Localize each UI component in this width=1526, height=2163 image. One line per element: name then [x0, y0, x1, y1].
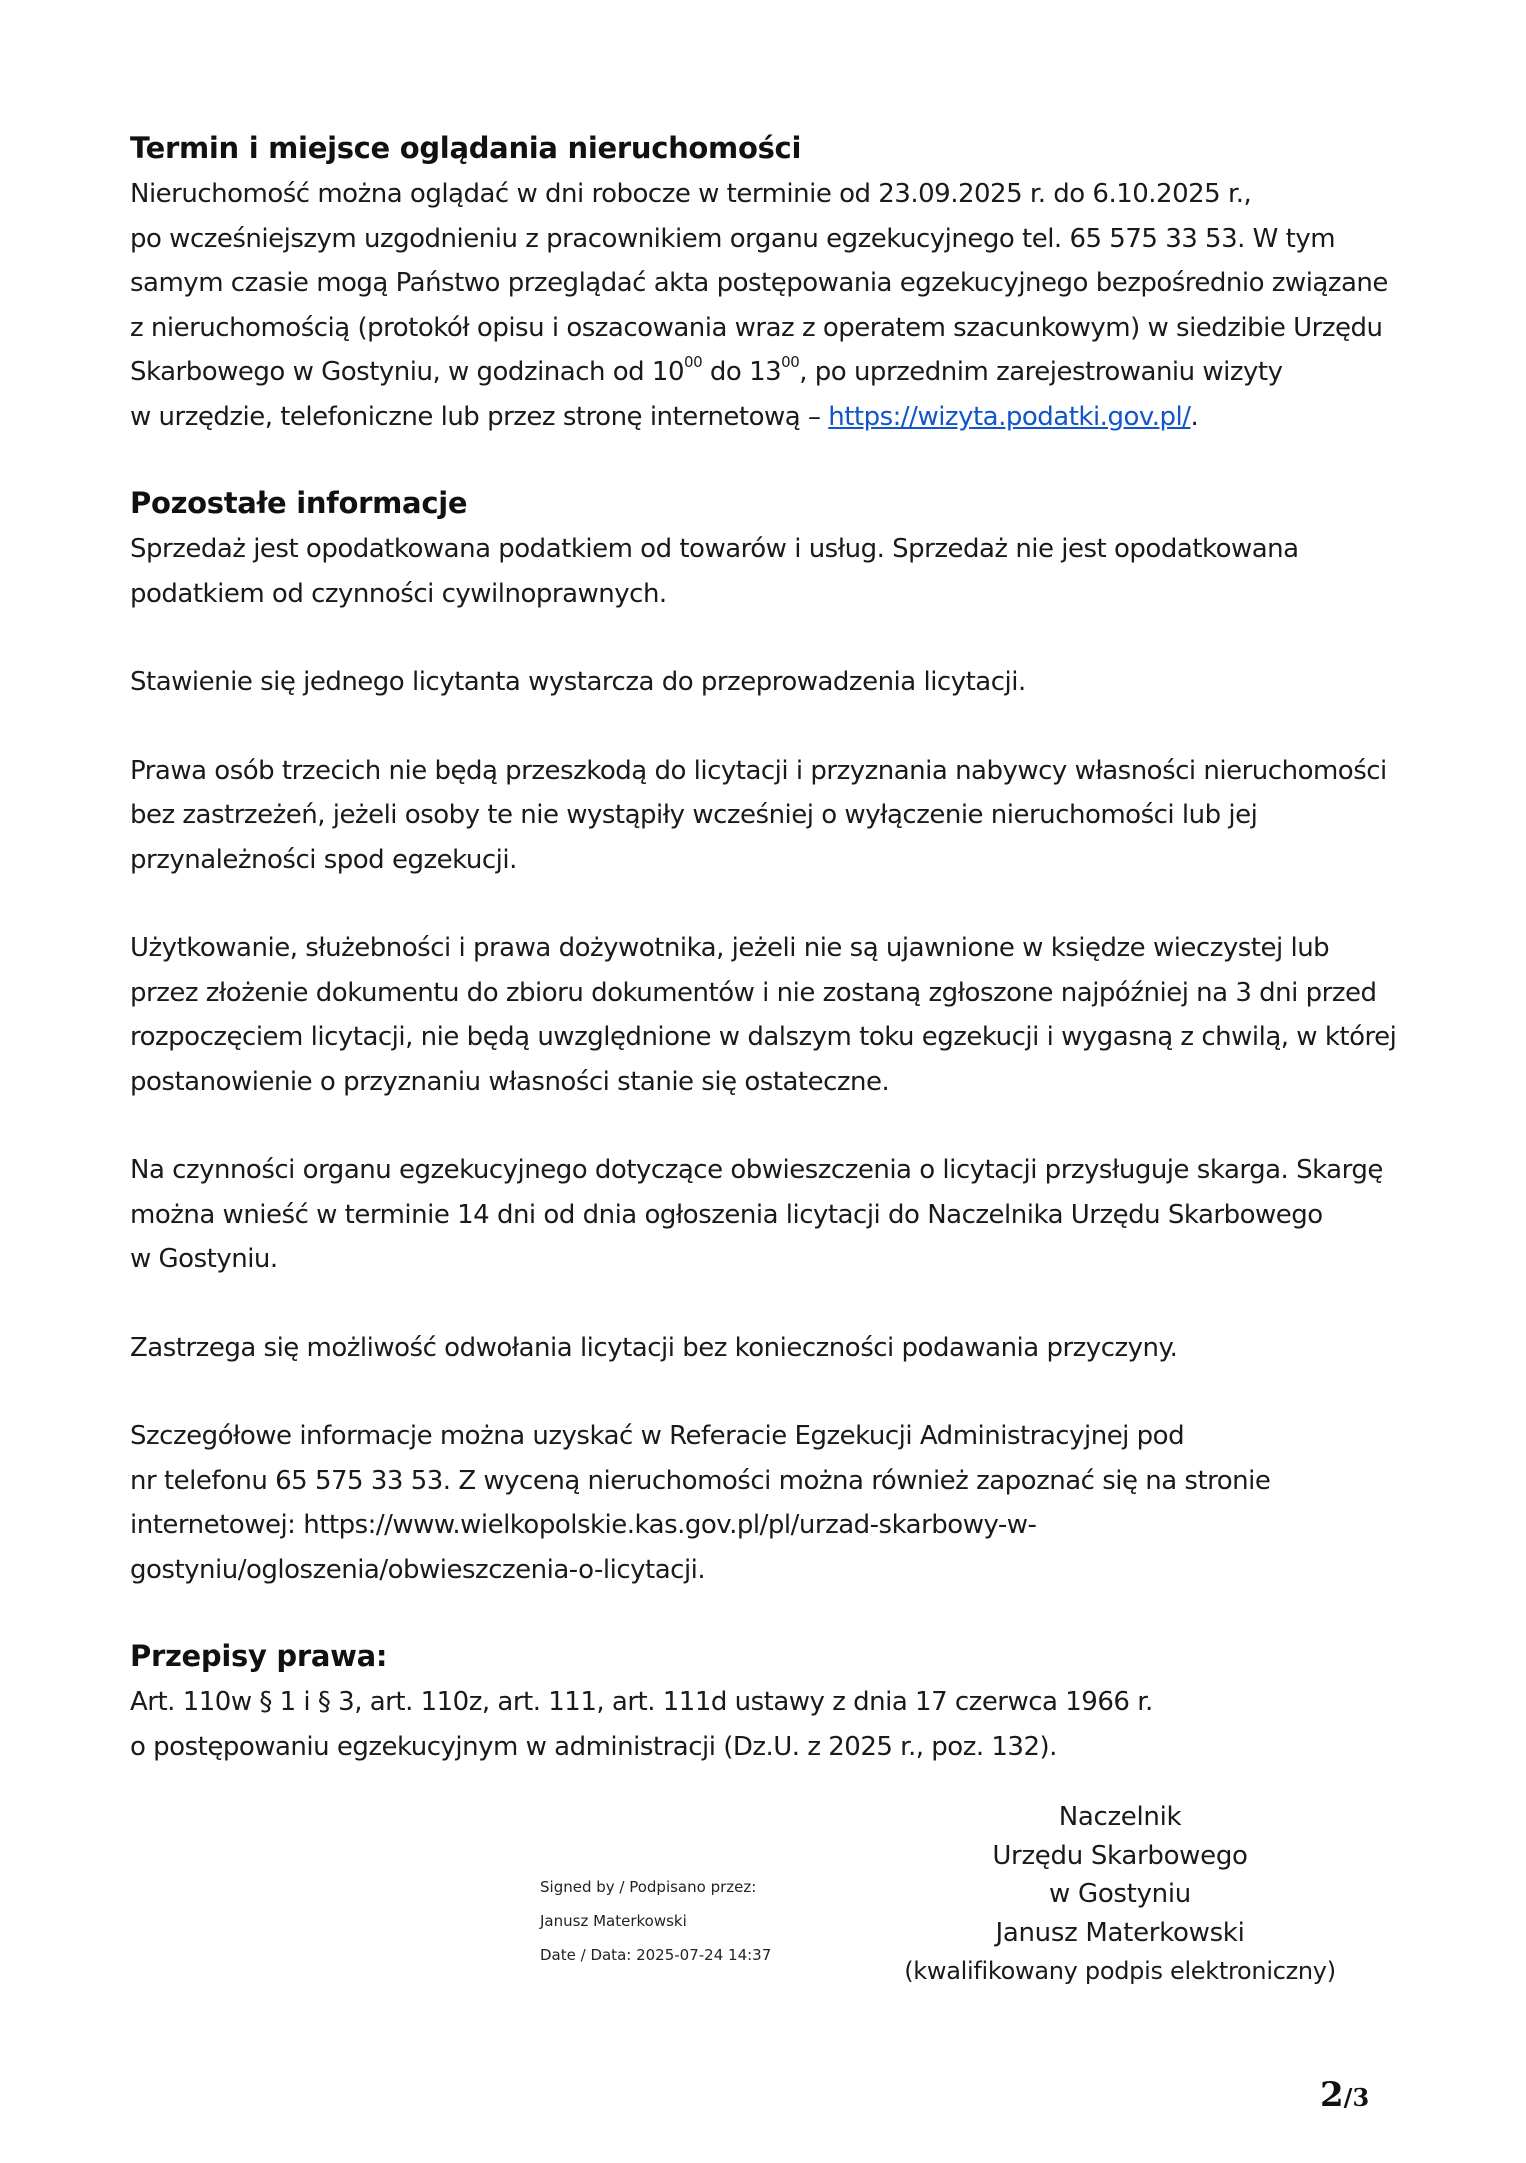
signature-date: Date / Data: 2025-07-24 14:37: [540, 1946, 772, 1964]
hours-text: , po uprzednim zarejestrowaniu wizyty: [799, 357, 1283, 387]
paragraph-line: internetowej: https://www.wielkopolskie.kas.gov.pl/pl/urzad-skarbowy-w-: [130, 1510, 1037, 1540]
document-content: [130, 128, 1410, 1769]
easement-paragraph: [130, 926, 1410, 1104]
legal-basis-section: [130, 1636, 1410, 1769]
signer-block: [895, 1798, 1345, 1991]
paragraph-line: przynależności spod egzekucji.: [130, 844, 517, 875]
hours-sup: 00: [684, 353, 703, 372]
hours-text: do 13: [702, 357, 782, 387]
signer-location: w Gostyniu: [1049, 1879, 1191, 1909]
paragraph-line: można wnieść w terminie 14 dni od dnia ogłoszenia licytacji do Naczelnika Urzędu Skarbowego: [130, 1199, 1323, 1230]
paragraph-line: bez zastrzeżeń, jeżeli osoby te nie wystąpiły wcześniej o wyłączenie nieruchomości lub jej: [130, 800, 1258, 830]
page-current: 2: [1320, 2075, 1344, 2115]
legal-basis-heading: Przepisy prawa:: [130, 1639, 388, 1673]
paragraph-line: w Gostyniu.: [130, 1244, 278, 1274]
signer-name: Janusz Materkowski: [995, 1917, 1245, 1948]
legal-basis-line: Art. 110w § 1 i § 3, art. 110z, art. 111, art. 111d ustawy z dnia 17 czerwca 1966 r.: [130, 1687, 1153, 1717]
page-total: /3: [1343, 2083, 1370, 2112]
viewing-section: [130, 128, 1410, 439]
paragraph-line: Szczegółowe informacje można uzyskać w Referacie Egzekucji Administracyjnej pod: [130, 1421, 1185, 1451]
paragraph-line: Stawienie się jednego licytanta wystarcza do przeprowadzenia licytacji.: [130, 667, 1026, 697]
viewing-line-hours: [130, 350, 1410, 395]
viewing-line: samym czasie mogą Państwo przeglądać akta postępowania egzekucyjnego bezpośrednio związane: [130, 268, 1388, 298]
paragraph-line: nr telefonu 65 575 33 53. Z wyceną nieruchomości można również zapoznać się na stronie: [130, 1465, 1271, 1496]
legal-basis-line: o postępowaniu egzekucyjnym w administracji (Dz.U. z 2025 r., poz. 132).: [130, 1731, 1057, 1762]
paragraph-line: postanowienie o przyznaniu własności stanie się ostateczne.: [130, 1066, 890, 1097]
other-info-heading: Pozostałe informacje: [130, 486, 468, 520]
paragraph-line: gostyniu/ogloszenia/obwieszczenia-o-licytacji.: [130, 1554, 706, 1585]
signer-title: Naczelnik: [1058, 1802, 1182, 1832]
paragraph-line: Sprzedaż jest opodatkowana podatkiem od towarów i usług. Sprzedaż nie jest opodatkowana: [130, 534, 1299, 564]
paragraph-line: przez złożenie dokumentu do zbioru dokumentów i nie zostaną zgłoszone najpóźniej na 3 dni przed: [130, 977, 1377, 1008]
third-party-paragraph: [130, 749, 1410, 883]
other-info-section: [130, 483, 1410, 1592]
paragraph-line: Zastrzega się możliwość odwołania licytacji bez konieczności podawania przyczyny.: [130, 1332, 1178, 1363]
paragraph-line: rozpoczęciem licytacji, nie będą uwzględnione w dalszym toku egzekucji i wygasną z chwilą, w której: [130, 1022, 1397, 1052]
signer-note: (kwalifikowany podpis elektroniczny): [904, 1957, 1336, 1985]
signed-by-label: Signed by / Podpisano przez:: [540, 1878, 757, 1896]
viewing-line: po wcześniejszym uzgodnieniu z pracownikiem organu egzekucyjnego tel. 65 575 33 53. W tym: [130, 223, 1336, 254]
hours-sup: 00: [781, 353, 800, 372]
viewing-line-link: [130, 395, 1410, 440]
paragraph-line: Prawa osób trzecich nie będą przeszkodą do licytacji i przyznania nabywcy własności nieruchomości: [130, 755, 1387, 786]
bidder-paragraph: [130, 660, 1410, 705]
hours-text: Skarbowego w Gostyniu, w godzinach od 10: [130, 357, 685, 387]
link-trail-text: .: [1190, 401, 1199, 432]
paragraph-line: Użytkowanie, służebności i prawa dożywotnika, jeżeli nie są ujawnione w księdze wieczystej lub: [130, 933, 1330, 963]
details-paragraph: [130, 1414, 1410, 1592]
viewing-line: z nieruchomością (protokół opisu i oszacowania wraz z operatem szacunkowym) w siedzibie Urzędu: [130, 312, 1383, 343]
electronic-signature-box: [540, 1870, 880, 1972]
viewing-heading: Termin i miejsce oglądania nieruchomości: [130, 131, 802, 165]
complaint-paragraph: [130, 1148, 1410, 1282]
signer-office: Urzędu Skarbowego: [992, 1840, 1248, 1871]
page-number: [1320, 2075, 1369, 2115]
wizyta-link[interactable]: https://wizyta.podatki.gov.pl/: [828, 401, 1191, 432]
signed-by-name: Janusz Materkowski: [540, 1912, 687, 1930]
link-lead-text: w urzędzie, telefoniczne lub przez stronę internetową –: [130, 401, 829, 432]
vat-paragraph: [130, 527, 1410, 616]
cancellation-paragraph: [130, 1326, 1410, 1371]
viewing-line: Nieruchomość można oglądać w dni robocze w terminie od 23.09.2025 r. do 6.10.2025 r.,: [130, 179, 1252, 209]
paragraph-line: podatkiem od czynności cywilnoprawnych.: [130, 578, 667, 609]
paragraph-line: Na czynności organu egzekucyjnego dotyczące obwieszczenia o licytacji przysługuje skarga. Skargę: [130, 1155, 1383, 1185]
